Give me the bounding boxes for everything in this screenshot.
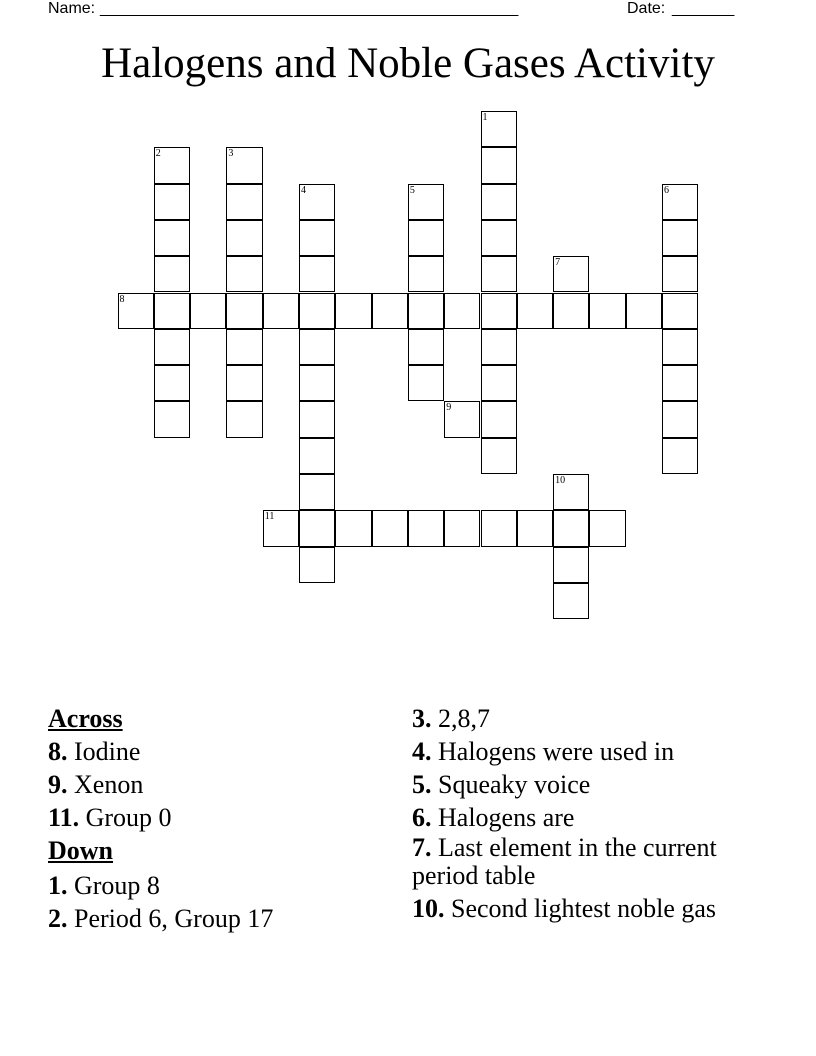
crossword-cell[interactable] (481, 184, 517, 220)
down-heading: Down (48, 836, 114, 865)
clue-text: Halogens are (438, 803, 575, 832)
crossword-cell[interactable] (226, 220, 262, 256)
clue-number: 10. (412, 894, 445, 923)
crossword-cell[interactable] (662, 401, 698, 437)
crossword-cell[interactable] (553, 293, 589, 329)
clue-down-1 (48, 869, 388, 902)
cell-number: 3 (228, 148, 234, 160)
crossword-cell[interactable] (335, 510, 371, 546)
page-title: Halogens and Noble Gases Activity (101, 40, 715, 87)
crossword-cell[interactable] (408, 256, 444, 292)
clue-down-3 (412, 702, 752, 735)
cell-number: 1 (482, 112, 488, 123)
crossword-cell[interactable] (154, 147, 190, 183)
cell-number: 9 (446, 402, 452, 414)
cell-number: 10 (555, 475, 566, 486)
clue-across-11 (48, 801, 388, 834)
clue-text: Last element in the current period table (412, 833, 717, 890)
clue-down-7 (412, 834, 752, 890)
clue-across-8 (48, 735, 388, 768)
crossword-cell[interactable] (553, 547, 589, 583)
crossword-cell[interactable] (299, 293, 335, 329)
crossword-cell[interactable] (481, 401, 517, 437)
cell-number: 6 (664, 184, 669, 196)
date-field[interactable]: _______ (672, 0, 735, 17)
crossword-cell[interactable] (263, 510, 299, 546)
crossword-cell[interactable] (154, 293, 190, 329)
crossword-cell[interactable] (408, 510, 444, 546)
clue-across-9 (48, 768, 388, 801)
clue-number: 1. (48, 871, 68, 900)
crossword-cell[interactable] (444, 401, 480, 437)
crossword-cell[interactable] (190, 293, 226, 329)
crossword-cell[interactable] (589, 293, 625, 329)
crossword-cell[interactable] (226, 329, 262, 365)
crossword-cell[interactable] (299, 365, 335, 401)
crossword-cell[interactable] (553, 510, 589, 546)
crossword-cell[interactable] (226, 293, 262, 329)
crossword-cell[interactable] (481, 147, 517, 183)
name-label: Name: (48, 0, 96, 17)
crossword-cell[interactable] (481, 438, 517, 474)
clue-text: Period 6, Group 17 (74, 904, 274, 933)
crossword-cell[interactable] (299, 474, 335, 510)
crossword-cell[interactable] (662, 329, 698, 365)
name-field[interactable]: _______________________________________________ (100, 0, 519, 17)
crossword-cell[interactable] (481, 220, 517, 256)
clue-text: Halogens were used in (438, 737, 675, 766)
clue-down-10 (412, 895, 752, 923)
date-label: Date: (627, 0, 666, 17)
clue-text: Second lightest noble gas (451, 894, 717, 923)
clue-number: 4. (412, 737, 432, 766)
clue-down-2 (48, 902, 388, 935)
clue-number: 9. (48, 770, 68, 799)
clue-number: 8. (48, 737, 68, 766)
clue-down-5 (412, 768, 752, 801)
crossword-cell[interactable] (481, 293, 517, 329)
crossword-cell[interactable] (154, 329, 190, 365)
crossword-cell[interactable] (299, 401, 335, 437)
crossword-cell[interactable] (444, 293, 480, 329)
crossword-cell[interactable] (408, 365, 444, 401)
crossword-cell[interactable] (299, 256, 335, 292)
crossword-cell[interactable] (481, 329, 517, 365)
crossword-cell[interactable] (299, 184, 335, 220)
crossword-cell[interactable] (154, 220, 190, 256)
crossword-cell[interactable] (444, 510, 480, 546)
clue-text: Group 0 (85, 803, 172, 832)
crossword-cell[interactable] (226, 365, 262, 401)
crossword-cell[interactable] (553, 583, 589, 619)
cell-number: 5 (409, 184, 415, 196)
crossword-cell[interactable] (553, 474, 589, 510)
clue-number: 5. (412, 770, 432, 799)
crossword-cell[interactable] (263, 293, 299, 329)
crossword-cell[interactable] (154, 256, 190, 292)
cell-number: 4 (301, 184, 306, 196)
crossword-cell[interactable] (299, 438, 335, 474)
crossword-cell[interactable] (154, 365, 190, 401)
crossword-cell[interactable] (154, 184, 190, 220)
crossword-cell[interactable] (662, 438, 698, 474)
crossword-cell[interactable] (662, 256, 698, 292)
crossword-cell[interactable] (226, 256, 262, 292)
clue-number: 3. (412, 704, 432, 733)
clue-number: 11. (48, 803, 80, 832)
crossword-cell[interactable] (662, 365, 698, 401)
crossword-cell[interactable] (481, 365, 517, 401)
crossword-cell[interactable] (626, 293, 662, 329)
crossword-cell[interactable] (299, 510, 335, 546)
crossword-cell[interactable] (226, 147, 262, 183)
crossword-cell[interactable] (408, 293, 444, 329)
cell-number: 2 (155, 148, 161, 160)
crossword-cell[interactable] (481, 510, 517, 546)
clue-text: 2,8,7 (438, 704, 490, 733)
crossword-cell[interactable] (118, 293, 154, 329)
crossword-cell[interactable] (154, 401, 190, 437)
cell-number: 11 (264, 511, 275, 523)
crossword-cell[interactable] (662, 220, 698, 256)
clue-down-6 (412, 801, 752, 834)
clue-down-4 (412, 735, 752, 768)
across-heading: Across (48, 704, 123, 733)
crossword-cell[interactable] (335, 293, 371, 329)
cell-number: 7 (555, 257, 561, 269)
crossword-cell[interactable] (481, 256, 517, 292)
crossword-cell[interactable] (589, 510, 625, 546)
crossword-cell[interactable] (408, 184, 444, 220)
crossword-cell[interactable] (481, 111, 517, 147)
clue-number: 7. (412, 833, 432, 862)
clue-text: Iodine (74, 737, 141, 766)
crossword-cell[interactable] (299, 329, 335, 365)
clue-text: Squeaky voice (438, 770, 591, 799)
crossword-cell[interactable] (408, 329, 444, 365)
clues-left-column (48, 702, 388, 935)
clue-text: Xenon (74, 770, 144, 799)
crossword-cell[interactable] (553, 256, 589, 292)
crossword-cell[interactable] (662, 184, 698, 220)
crossword-cell[interactable] (299, 220, 335, 256)
cell-number: 8 (119, 293, 125, 305)
clue-number: 6. (412, 803, 432, 832)
clue-text: Group 8 (74, 871, 160, 900)
crossword-cell[interactable] (517, 510, 553, 546)
crossword-cell[interactable] (517, 293, 553, 329)
crossword-cell[interactable] (372, 510, 408, 546)
crossword-cell[interactable] (408, 220, 444, 256)
clues-right-column (412, 702, 752, 928)
crossword-cell[interactable] (372, 293, 408, 329)
crossword-cell[interactable] (226, 184, 262, 220)
crossword-cell[interactable] (299, 547, 335, 583)
clue-number: 2. (48, 904, 68, 933)
crossword-cell[interactable] (662, 293, 698, 329)
crossword-cell[interactable] (226, 401, 262, 437)
